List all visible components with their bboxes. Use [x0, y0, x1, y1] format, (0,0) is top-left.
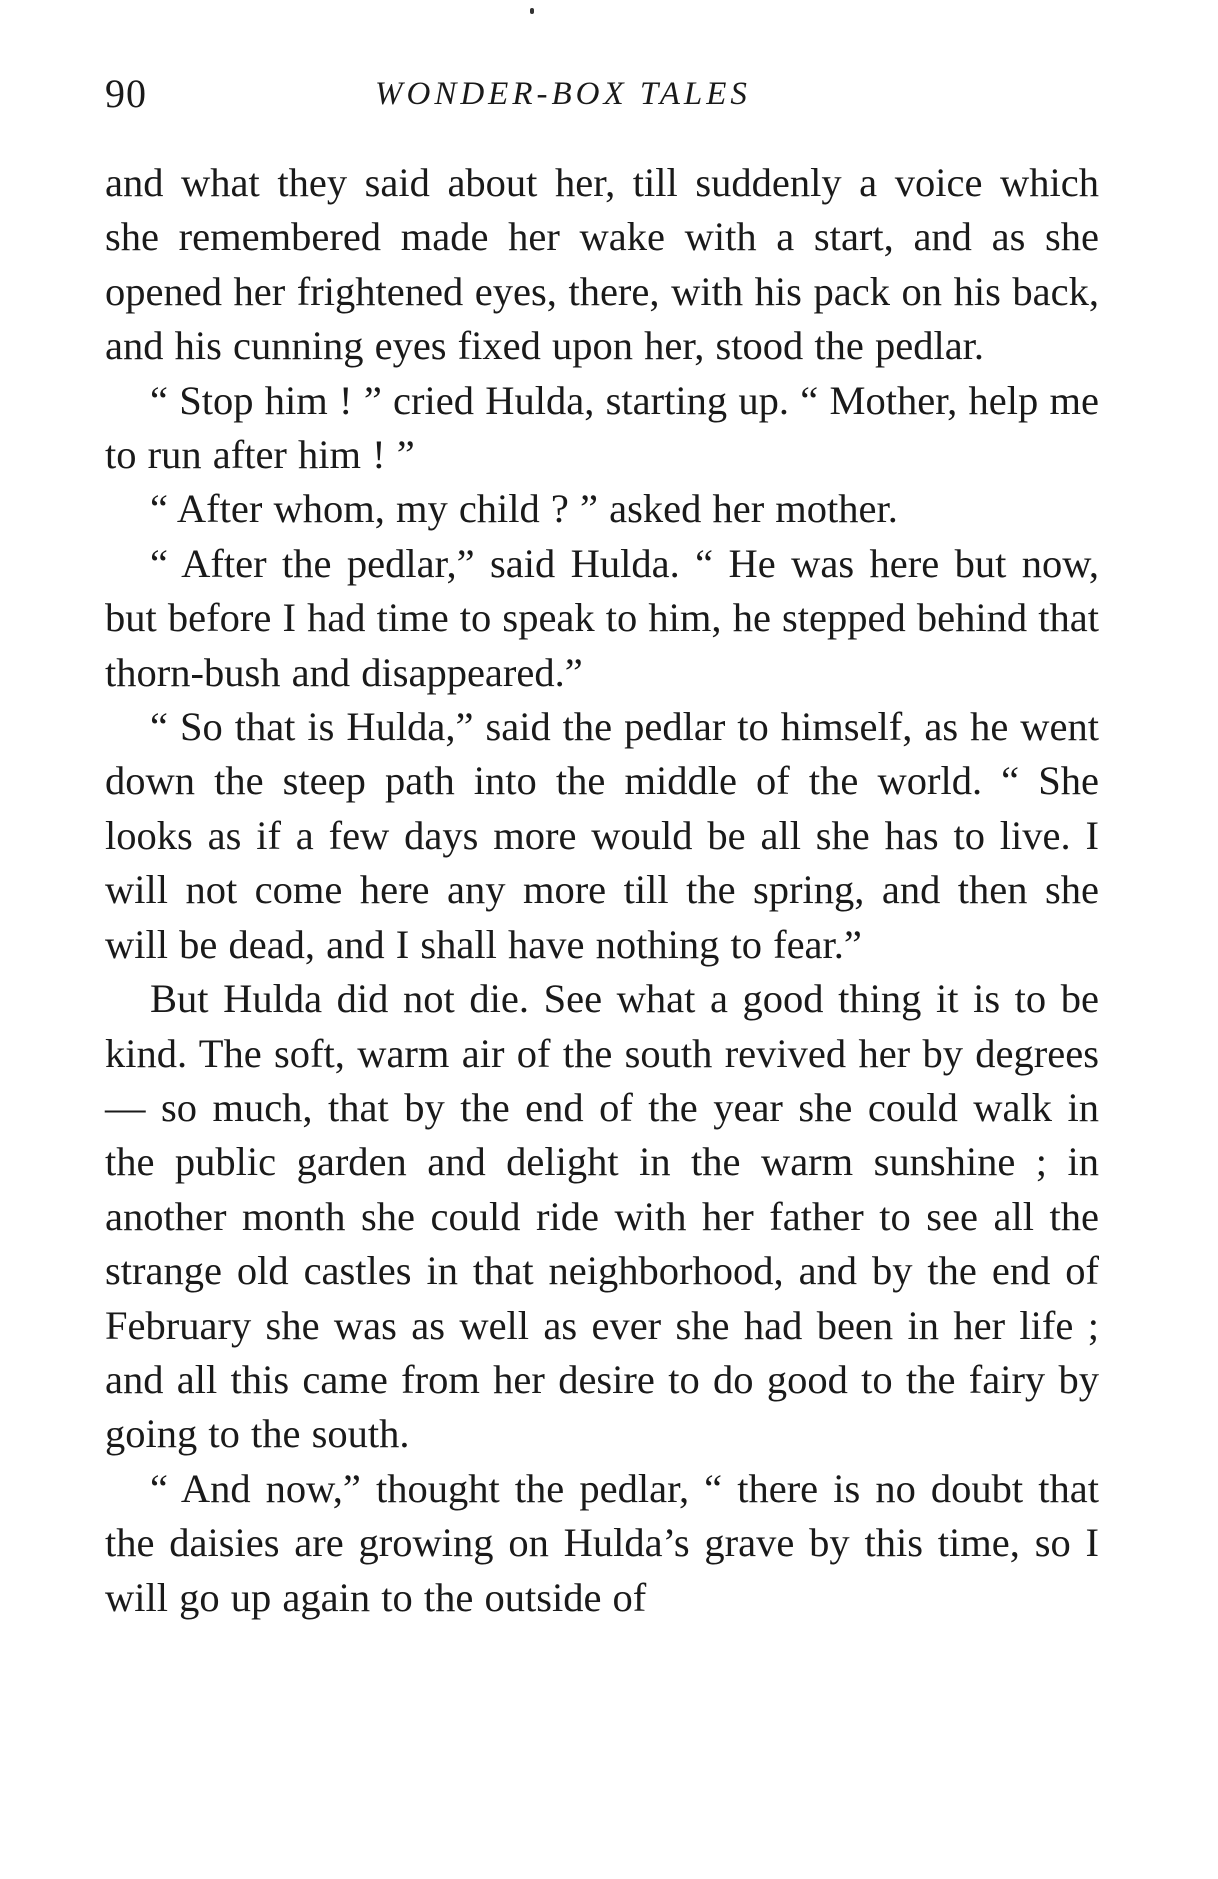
- paragraph: “ And now,” thought the pedlar, “ there is no doubt that the daisies are growing on Hulda’s grave by this time, so I will go up again to the outside of: [105, 1465, 1099, 1620]
- body-text: [105, 156, 1099, 1625]
- paragraph: But Hulda did not die. See what a good thing it is to be kind. The soft, warm air of the south revived her by degrees — so much, that by the end of the year she could walk in the public garden and delight in the warm sunshine ; in another month she could ride with her father to see all the strange old castles in that neighborhood, and by the end of February she was as well as ever she had been in her life ; and all this came from her desire to do good to the fairy by going to the south.: [105, 976, 1099, 1457]
- paragraph-continued: and what they said about her, till suddenly a voice which she remembered made her wake with a start, and as she opened her frightened eyes, there, with his pack on his back, and his cunning eyes fixed upon her, stood the pedlar.: [105, 160, 1099, 369]
- paragraph: “ After whom, my child ? ” asked her mother.: [150, 486, 898, 532]
- running-head: [105, 64, 1105, 124]
- paragraph: “ So that is Hulda,” said the pedlar to himself, as he went down the steep path into the middle of the world. “ She looks as if a few days more would be all she has to live. I will not come here any more till the spring, and then she will be dead, and I shall have nothing to fear.”: [105, 704, 1099, 967]
- print-speck: [530, 8, 534, 14]
- page-number: 90: [105, 71, 147, 116]
- paragraph: “ After the pedlar,” said Hulda. “ He was here but now, but before I had time to speak to him, he stepped behind that thorn-bush and disappeared.”: [105, 540, 1099, 695]
- paragraph: “ Stop him ! ” cried Hulda, starting up. “ Mother, help me to run after him ! ”: [105, 377, 1099, 478]
- running-title: WONDER-BOX TALES: [375, 76, 751, 112]
